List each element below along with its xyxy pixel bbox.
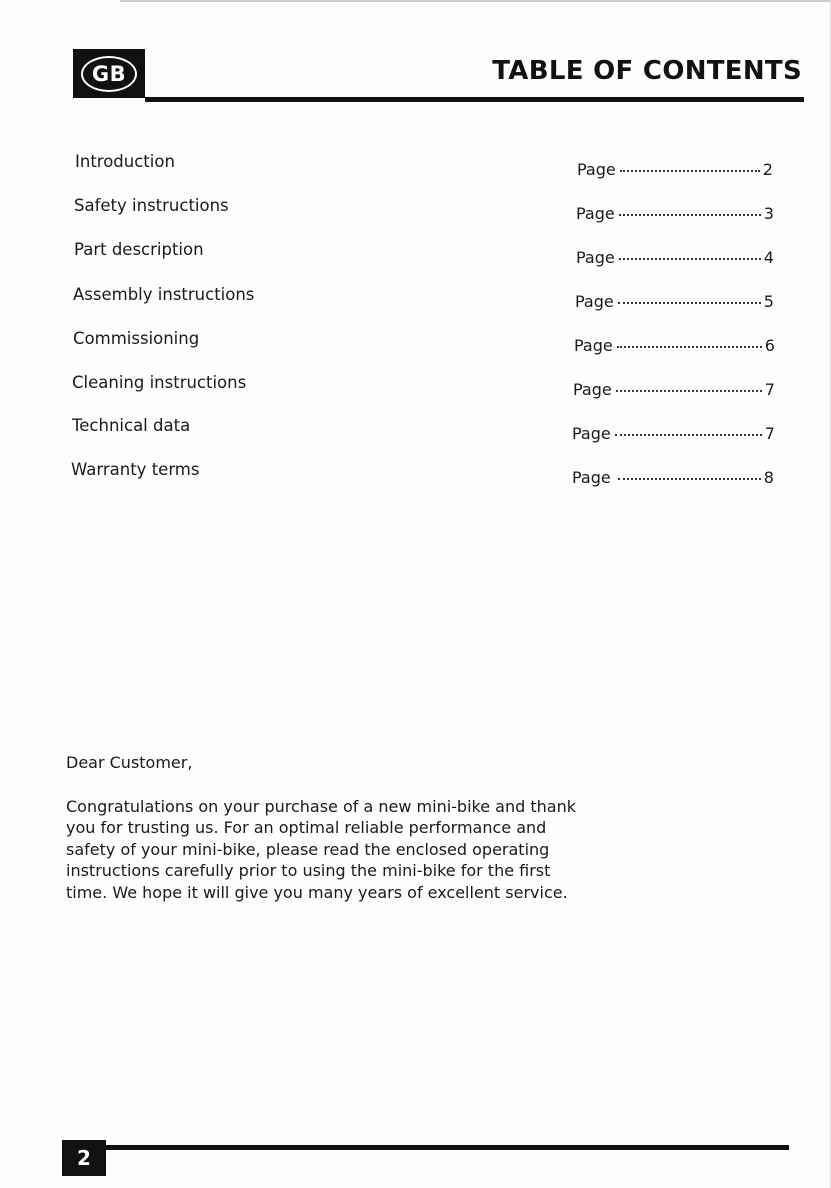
footer-rule <box>106 1145 789 1150</box>
page-number: 2 <box>762 160 773 179</box>
toc-entry-page <box>575 292 774 311</box>
customer-letter <box>66 752 586 903</box>
toc-entry-label: Warranty terms <box>71 460 200 479</box>
toc-entry-page <box>572 424 775 443</box>
country-code: GB <box>81 56 137 92</box>
page-word: Page <box>572 424 611 443</box>
page-number: 7 <box>764 424 775 443</box>
toc-entry-page <box>577 160 773 179</box>
toc-entry-page <box>572 468 774 487</box>
page-number: 6 <box>764 336 775 355</box>
toc-entry-label: Technical data <box>72 416 191 435</box>
page-title: TABLE OF CONTENTS <box>492 56 802 86</box>
toc-entry-page <box>574 336 775 355</box>
dot-leader <box>615 434 762 436</box>
page-word: Page <box>576 248 615 267</box>
letter-body: Congratulations on your purchase of a new mini-bike and thank you for trusting us. For an optimal reliable performance and safety of your mini-bike, please read the enclosed operating instructions carefully prior to using the mini-bike for the first time. We hope it will give you many years of excellent service. <box>66 796 576 902</box>
toc-entry-label: Assembly instructions <box>73 285 255 304</box>
toc-entry-page <box>573 380 775 399</box>
toc-entry-page <box>576 204 774 223</box>
dot-leader <box>619 258 761 260</box>
page-word: Page <box>572 468 611 487</box>
page-word: Page <box>575 292 614 311</box>
page-number-box: 2 <box>62 1140 106 1176</box>
page-number: 3 <box>763 204 774 223</box>
page-word: Page <box>574 336 613 355</box>
dot-leader <box>618 302 761 304</box>
page-number: 4 <box>763 248 774 267</box>
dot-leader <box>619 214 761 216</box>
letter-salutation: Dear Customer, <box>66 753 193 772</box>
toc-entry-label: Commissioning <box>73 329 200 348</box>
dot-leader <box>616 390 762 392</box>
dot-leader <box>618 478 761 480</box>
page-word: Page <box>576 204 615 223</box>
page-number: 5 <box>763 292 774 311</box>
dot-leader <box>620 170 760 172</box>
page-word: Page <box>573 380 612 399</box>
page-number: 7 <box>764 380 775 399</box>
page-word: Page <box>577 160 616 179</box>
toc-entry-page <box>576 248 774 267</box>
table-of-contents <box>0 0 831 520</box>
toc-entry-label: Cleaning instructions <box>72 373 247 392</box>
dot-leader <box>617 346 762 348</box>
toc-entry-label: Part description <box>74 240 204 259</box>
toc-entry-label: Introduction <box>75 152 175 171</box>
page-number: 8 <box>763 468 774 487</box>
toc-entry-label: Safety instructions <box>74 196 229 215</box>
